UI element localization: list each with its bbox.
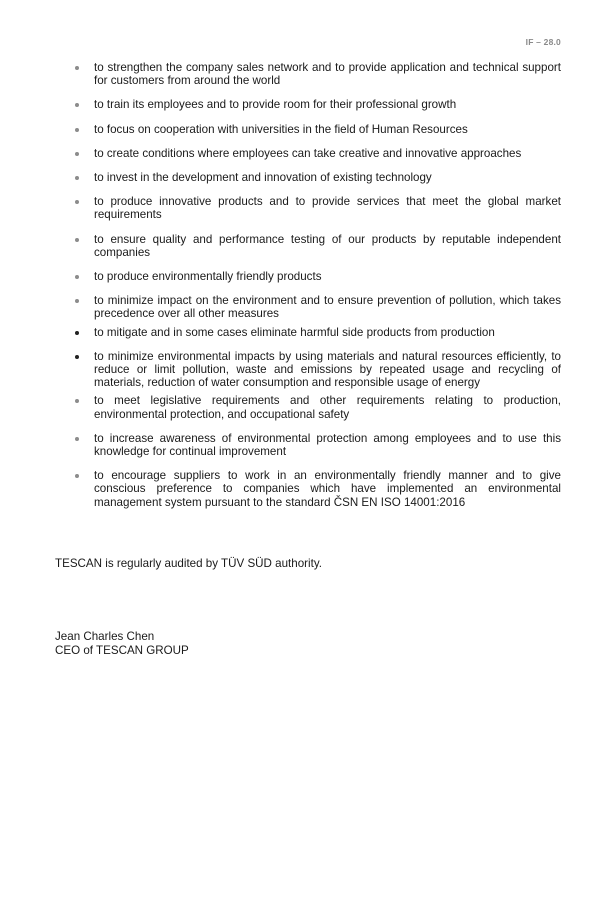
- list-item: [70, 394, 561, 420]
- list-item: [70, 61, 561, 87]
- bullet-icon: [75, 331, 79, 335]
- list-item: [70, 270, 561, 283]
- list-item: [70, 350, 561, 390]
- bullet-icon: [75, 437, 79, 441]
- signature-block: [55, 630, 189, 658]
- list-item-text: to ensure quality and performance testing of our products by reputable independent companies: [94, 232, 561, 259]
- list-item: [70, 233, 561, 259]
- bullet-icon: [75, 399, 79, 403]
- document-code: IF – 28.0: [525, 37, 561, 47]
- bullet-icon: [75, 128, 79, 132]
- bullet-icon: [75, 275, 79, 279]
- list-item-text: to minimize environmental impacts by using materials and natural resources efficiently, to reduce or limit pollution, waste and emissions by repeated usage and recycling of materials, reduction of water consumption and responsible usage of energy: [94, 349, 561, 390]
- list-item: [70, 294, 561, 320]
- list-item: [70, 326, 561, 339]
- list-item-text: to encourage suppliers to work in an environmentally friendly manner and to give conscious preference to companies which have implemented an environmental management system pursuant to the standard ČSN EN ISO 14001:2016: [94, 469, 561, 509]
- list-item: [70, 171, 561, 184]
- list-item: [70, 123, 561, 136]
- list-item: [70, 195, 561, 221]
- list-item-text: to increase awareness of environmental protection among employees and to use this knowledge for continual improvement: [94, 431, 561, 459]
- list-item: [70, 432, 561, 458]
- bullet-icon: [75, 66, 79, 70]
- list-item: [70, 98, 561, 111]
- audit-note: TESCAN is regularly audited by TÜV SÜD authority.: [55, 557, 322, 570]
- bullet-icon: [75, 238, 79, 242]
- bullet-icon: [75, 299, 79, 303]
- list-item-text: to produce innovative products and to provide services that meet the global market requirements: [94, 195, 561, 222]
- bullet-icon: [75, 152, 79, 156]
- signatory-title: CEO of TESCAN GROUP: [55, 644, 189, 657]
- list-item: [70, 147, 561, 160]
- list-item-text: to minimize impact on the environment and to ensure prevention of pollution, which takes precedence over all other measures: [94, 294, 561, 321]
- list-item-text: to create conditions where employees can take creative and innovative approaches: [94, 146, 522, 160]
- signatory-name: Jean Charles Chen: [55, 630, 155, 643]
- list-item-text: to strengthen the company sales network and to provide application and technical support for customers from around the world: [94, 61, 561, 88]
- bullet-icon: [75, 355, 79, 359]
- bullet-icon: [75, 200, 79, 204]
- list-item-text: to train its employees and to provide room for their professional growth: [94, 98, 457, 112]
- list-item-text: to focus on cooperation with universities in the field of Human Resources: [94, 122, 468, 136]
- bullet-icon: [75, 176, 79, 180]
- bullet-icon: [75, 474, 79, 478]
- list-item-text: to meet legislative requirements and other requirements relating to production, environmental protection, and occupational safety: [94, 394, 561, 421]
- list-item: [70, 469, 561, 509]
- policy-bullet-list: [70, 61, 561, 520]
- bullet-icon: [75, 103, 79, 107]
- list-item-text: to invest in the development and innovation of existing technology: [94, 171, 432, 185]
- list-item-text: to mitigate and in some cases eliminate harmful side products from production: [94, 325, 495, 339]
- list-item-text: to produce environmentally friendly products: [94, 270, 322, 284]
